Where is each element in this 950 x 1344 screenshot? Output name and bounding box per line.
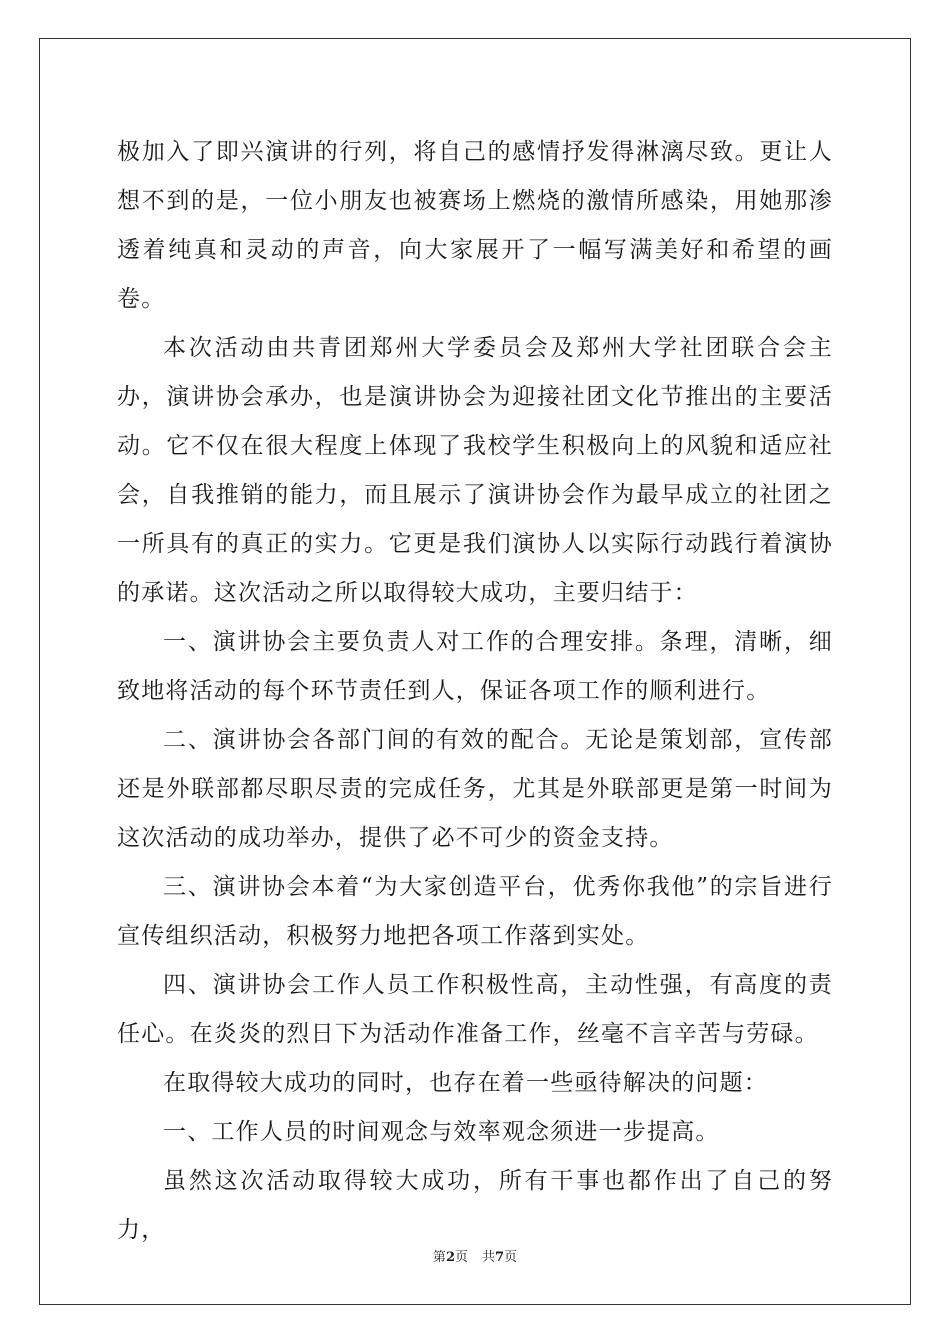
paragraph-3: 一、演讲协会主要负责人对工作的合理安排。条理，清晰，细致地将活动的每个环节责任到人，保证各项工作的顺利进行。 <box>117 629 833 704</box>
paragraph-6: 四、演讲协会工作人员工作积极性高，主动性强，有高度的责任心。在炎炎的烈日下为活动作准备工作，丝毫不言辛苦与劳碌。 <box>117 972 833 1047</box>
paragraph-4: 二、演讲协会各部门间的有效的配合。无论是策划部，宣传部还是外联部都尽职尽责的完成任务，尤其是外联部更是第一时间为这次活动的成功举办，提供了必不可少的资金支持。 <box>117 727 833 851</box>
paragraph-8: 一、工作人员的时间观念与效率观念须进一步提高。 <box>163 1119 720 1145</box>
page-suffix: 页 <box>454 1250 468 1265</box>
document-body <box>117 128 833 1255</box>
total-pages: 7 <box>495 1250 505 1265</box>
page-prefix: 第 <box>432 1250 446 1265</box>
paragraph-2: 本次活动由共青团郑州大学委员会及郑州大学社团联合会主办，演讲协会承办，也是演讲协会为迎接社团文化节推出的主要活动。它不仅在很大程度上体现了我校学生积极向上的风貌和适应社会，自我推销的能力，而且展示了演讲协会作为最早成立的社团之一所具有的真正的实力。它更是我们演协人以实际行动践行着演协的承诺。这次活动之所以取得较大成功，主要归结于： <box>117 335 833 606</box>
paragraph-9: 虽然这次活动取得较大成功，所有干事也都作出了自己的努力， <box>117 1168 833 1243</box>
paragraph-1: 极加入了即兴演讲的行列，将自己的感情抒发得淋漓尽致。更让人想不到的是，一位小朋友也被赛场上燃烧的激情所感染，用她那渗透着纯真和灵动的声音，向大家展开了一幅写满美好和希望的画卷。 <box>117 139 833 312</box>
page-footer <box>0 1246 950 1265</box>
total-prefix: 共 <box>482 1250 496 1265</box>
total-suffix: 页 <box>504 1250 518 1265</box>
paragraph-5: 三、演讲协会本着“为大家创造平台，优秀你我他”的宗旨进行宣传组织活动，积极努力地把各项工作落到实处。 <box>117 874 833 949</box>
page-number: 2 <box>445 1250 455 1265</box>
paragraph-7: 在取得较大成功的同时，也存在着一些亟待解决的问题： <box>163 1070 768 1096</box>
